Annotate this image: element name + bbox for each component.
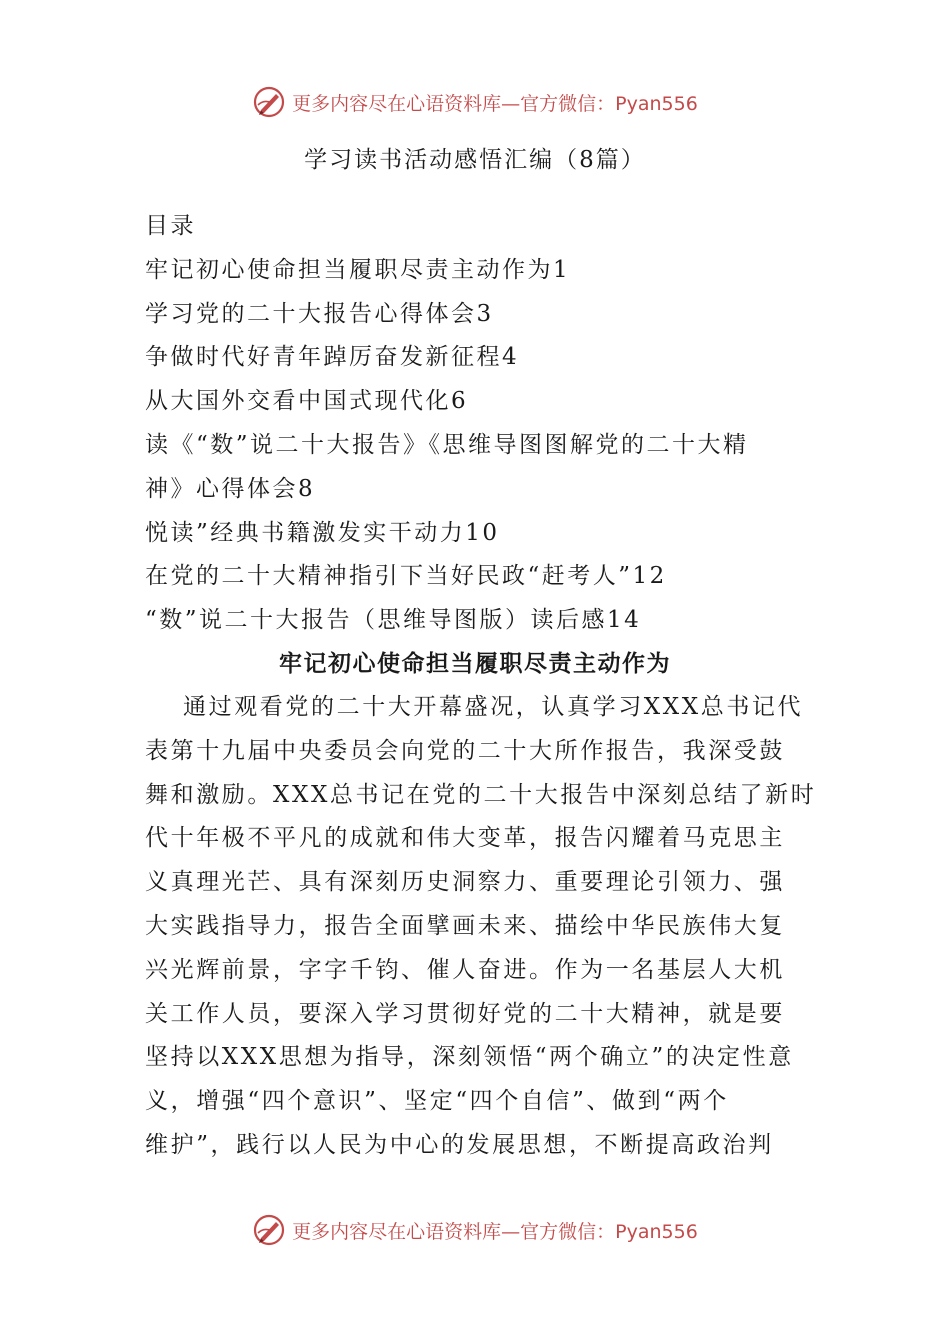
toc-entry: 牢记初心使命担当履职尽责主动作为1 xyxy=(145,256,571,283)
paragraph-line: 通过观看党的二十大开幕盛况，认真学习XXX总书记代 xyxy=(183,694,804,720)
paragraph-line: 舞和激励。XXX总书记在党的二十大报告中深刻总结了新时 xyxy=(145,781,817,808)
banner-wechat-id: Pyan556 xyxy=(615,1220,698,1243)
toc-entry: 神》心得体会8 xyxy=(145,475,316,502)
toc-entry: 悦读”经典书籍激发实干动力10 xyxy=(145,519,500,546)
banner-text xyxy=(292,1217,698,1244)
section-title: 牢记初心使命担当履职尽责主动作为 xyxy=(279,650,671,677)
header-banner xyxy=(0,82,950,122)
document-title: 学习读书活动感悟汇编（8篇） xyxy=(304,147,646,173)
toc-entry: 从大国外交看中国式现代化6 xyxy=(145,388,469,415)
footer-banner xyxy=(0,1210,950,1250)
banner-text-cn: 更多内容尽在心语资料库—官方微信： xyxy=(292,92,616,115)
banner-text-cn: 更多内容尽在心语资料库—官方微信： xyxy=(292,1220,616,1243)
pen-logo-icon xyxy=(252,85,286,119)
body-paragraph xyxy=(145,686,815,1168)
toc-entry: “数”说二十大报告（思维导图版）读后感14 xyxy=(145,607,642,634)
paragraph-line: 大实践指导力，报告全面擘画未来、描绘中华民族伟大复 xyxy=(145,912,785,939)
toc-heading: 目录 xyxy=(145,213,196,239)
paragraph-line: 义真理光芒、具有深刻历史洞察力、重要理论引领力、强 xyxy=(145,869,785,896)
paragraph-line: 坚持以XXX思想为指导，深刻领悟“两个确立”的决定性意 xyxy=(145,1044,794,1071)
paragraph-line: 兴光辉前景，字字千钧、催人奋进。作为一名基层人大机 xyxy=(145,956,785,983)
toc-entry: 学习党的二十大报告心得体会3 xyxy=(145,300,494,327)
paragraph-line: 维护”，践行以人民为中心的发展思想，不断提高政治判 xyxy=(145,1131,774,1158)
pen-logo-icon xyxy=(252,1213,286,1247)
paragraph-line: 表第十九届中央委员会向党的二十大所作报告，我深受鼓 xyxy=(145,737,785,764)
paragraph-line: 代十年极不平凡的成就和伟大变革，报告闪耀着马克思主 xyxy=(145,825,785,852)
toc-entry: 读《“数”说二十大报告》《思维导图图解党的二十大精 xyxy=(145,431,749,458)
toc-entry: 争做时代好青年踔厉奋发新征程4 xyxy=(145,344,520,371)
toc-entry: 在党的二十大精神指引下当好民政“赶考人”12 xyxy=(145,563,667,590)
paragraph-line: 关工作人员，要深入学习贯彻好党的二十大精神，就是要 xyxy=(145,1000,785,1027)
banner-wechat-id: Pyan556 xyxy=(615,92,698,115)
table-of-contents xyxy=(145,205,815,643)
paragraph-line: 义，增强“四个意识”、坚定“四个自信”、做到“两个 xyxy=(145,1088,729,1115)
banner-text xyxy=(292,89,698,116)
